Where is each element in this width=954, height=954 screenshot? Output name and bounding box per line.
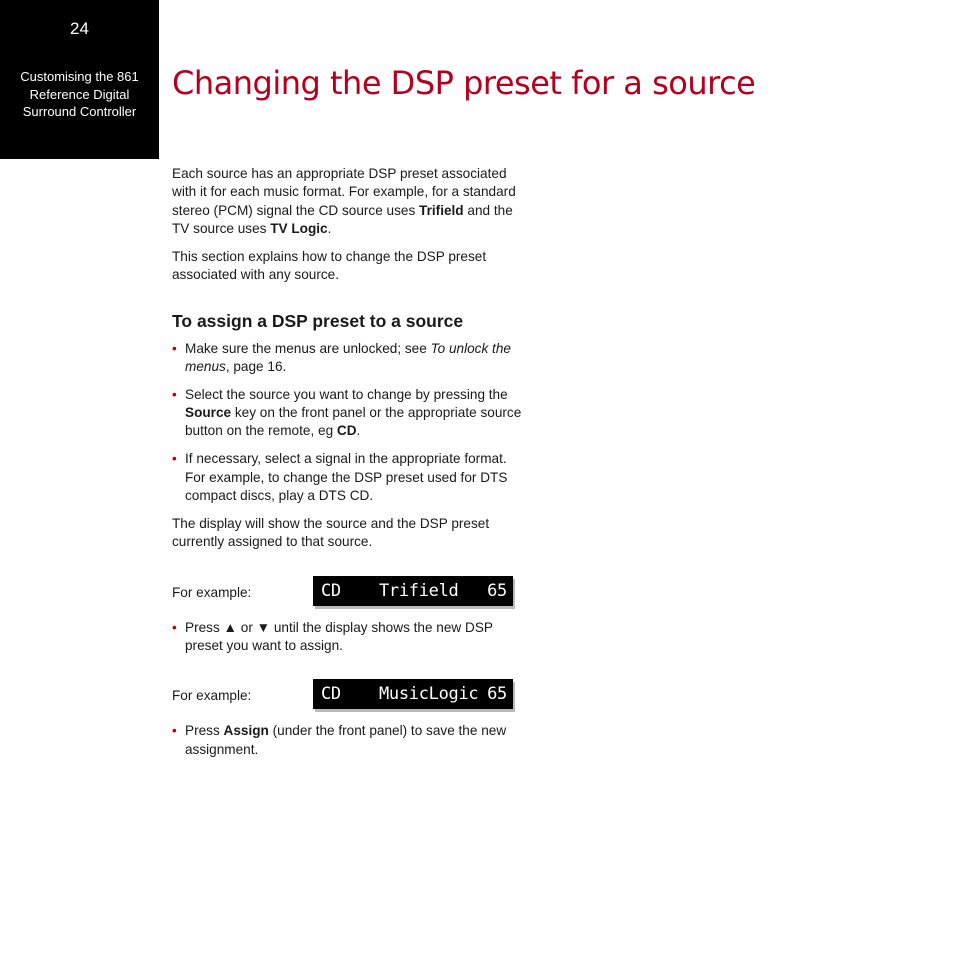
main-content — [172, 165, 522, 768]
lcd-display — [313, 576, 513, 606]
sidebar — [0, 0, 159, 159]
bold-term: TV Logic — [270, 220, 328, 236]
bold-term: Trifield — [419, 202, 464, 218]
text: , page 16. — [225, 359, 287, 375]
lcd-value: 65 — [487, 684, 507, 705]
lcd-preset: MusicLogic — [379, 684, 479, 705]
step-item — [172, 619, 522, 656]
example-label: For example: — [172, 584, 252, 600]
step-item — [172, 340, 522, 377]
section-label-line: Surround Controller — [22, 104, 137, 119]
example-display-1 — [172, 576, 522, 609]
step-item — [172, 386, 522, 441]
step-item — [172, 450, 522, 505]
bold-term: Source — [185, 405, 232, 421]
bold-term: Assign — [223, 723, 269, 739]
step-list — [172, 619, 522, 656]
lcd-value: 65 — [487, 580, 507, 601]
text: . — [356, 423, 361, 439]
step-list — [172, 340, 522, 505]
bullet-icon: • — [172, 723, 177, 739]
display-note: The display will show the source and the DSP preset currently assigned to that source. — [172, 516, 490, 550]
bullet-icon: • — [172, 619, 177, 635]
lcd-source: CD — [321, 580, 341, 601]
text: Press — [185, 723, 224, 739]
cross-reference: To unlock the menus — [185, 340, 511, 375]
text: key on the front panel or the appropriate source button on the remote, eg — [185, 405, 522, 439]
text: Make sure the menus are unlocked; see — [185, 340, 431, 356]
lcd-display — [313, 679, 513, 709]
example-display-2 — [172, 679, 522, 712]
text: (under the front panel) to save the new assignment. — [185, 723, 507, 757]
step-item — [172, 722, 522, 759]
section-label-line: Reference Digital — [29, 86, 130, 102]
lcd-preset: Trifield — [379, 580, 459, 601]
text: Select the source you want to change by pressing the — [185, 386, 508, 402]
bullet-icon: • — [172, 451, 177, 467]
text: . — [327, 220, 332, 236]
section-label-line: Customising the 861 — [20, 69, 139, 84]
intro-paragraph — [172, 165, 522, 238]
intro-paragraph-2: This section explains how to change the DSP preset associated with any source. — [172, 249, 487, 283]
page-number: 24 — [70, 19, 89, 38]
bold-term: CD — [336, 423, 357, 439]
example-label: For example: — [172, 688, 252, 704]
bullet-icon: • — [172, 340, 177, 356]
step-list — [172, 722, 522, 759]
page-title: Changing the DSP preset for a source — [172, 64, 756, 102]
text: Each source has an appropriate DSP preset associated with it for each music format. For example, for a standard stereo (PCM) signal the CD source uses — [172, 166, 516, 218]
section-heading: To assign a DSP preset to a source — [172, 310, 464, 331]
lcd-source: CD — [321, 684, 341, 705]
text: and the TV source uses — [172, 202, 513, 236]
text: Press ▲ or ▼ until the display shows the new DSP preset you want to assign. — [185, 619, 493, 654]
section-label — [0, 68, 159, 121]
bullet-icon: • — [172, 386, 177, 402]
text: If necessary, select a signal in the appropriate format. For example, to change the DSP preset used for DTS compact discs, play a DTS CD. — [185, 451, 508, 503]
